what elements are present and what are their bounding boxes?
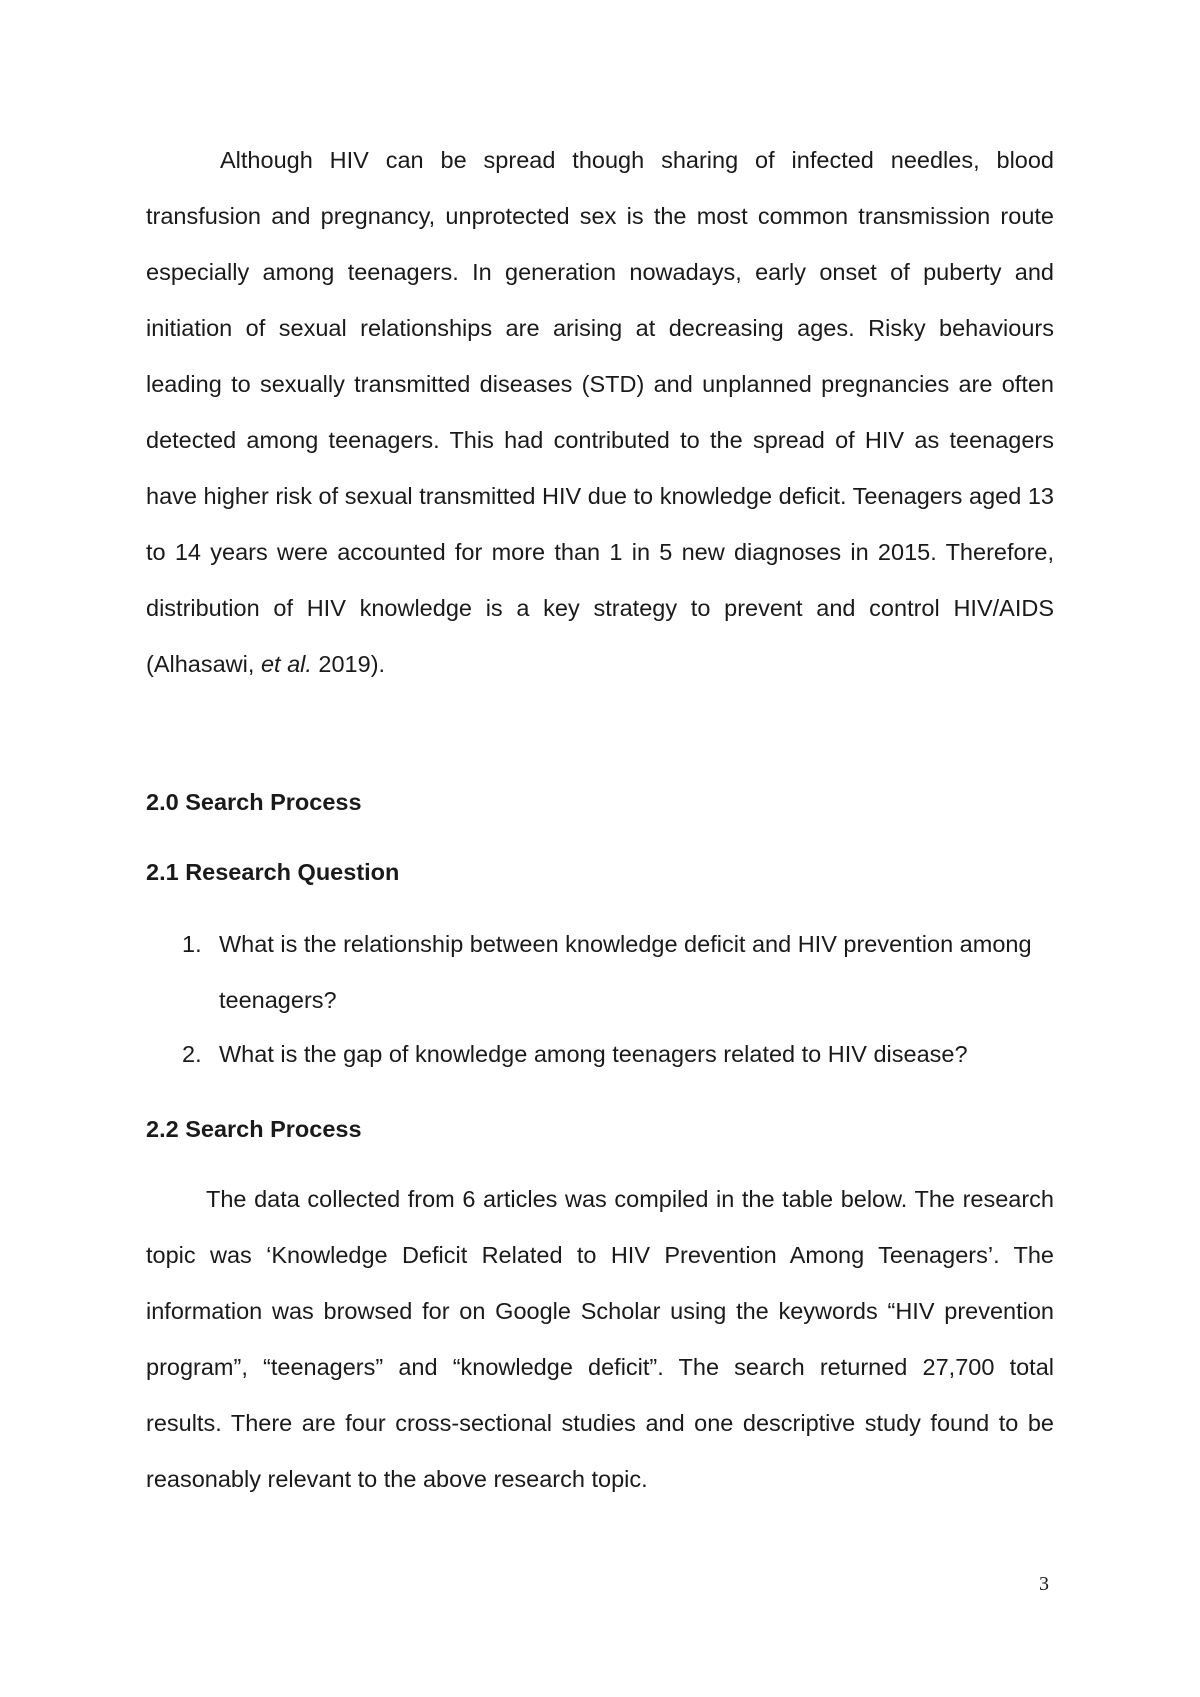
list-item — [146, 916, 1054, 1028]
intro-citation-italic: et al. — [260, 651, 312, 677]
search-process-paragraph: The data collected from 6 articles was compiled in the table below. The research topic was ‘Knowledge Deficit Related to HIV Prevention Among Teenagers’. The information was browsed for on Google Scholar using the keywords “HIV prevention program”, “teenagers” and “knowledge deficit”. The search returned 27,700 total results. There are four cross-sectional studies and one descriptive study found to be reasonably relevant to the above research topic. — [146, 1186, 1054, 1492]
list-item-number: 1. — [182, 931, 202, 957]
list-item-number: 2. — [182, 1041, 202, 1067]
section-heading-research-question: 2.1 Research Question — [146, 859, 400, 885]
intro-text: Although HIV can be spread though sharing of infected needles, blood transfusion and pregnancy, unprotected sex is the most common transmission route especially among teenagers. In generation nowadays, early onset of puberty and initiation of sexual relationships are arising at decreasing ages. Risky behaviours leading to sexually transmitted diseases (STD) and unplanned pregnancies are often detected among teenagers. This had contributed to the spread of HIV as teenagers have higher risk of sexual transmitted HIV due to knowledge deficit. Teenagers aged 13 to 14 years were accounted for more than 1 in 5 new diagnoses in 2015. Therefore, distribution of HIV knowledge is a key strategy to prevent and control HIV/AIDS (Alhasawi, — [146, 147, 1054, 677]
list-item — [146, 1026, 1054, 1082]
page-number: 3 — [1039, 1573, 1049, 1595]
section-heading-search-process-2: 2.2 Search Process — [146, 1116, 362, 1142]
research-question-list — [146, 916, 1054, 1082]
section-heading-search-process: 2.0 Search Process — [146, 789, 362, 815]
list-item-text: What is the gap of knowledge among teenagers related to HIV disease? — [219, 1041, 968, 1067]
list-item-text: What is the relationship between knowledge deficit and HIV prevention among teenagers? — [219, 931, 1032, 1013]
intro-citation-year: 2019). — [311, 651, 386, 677]
intro-paragraph — [146, 132, 1054, 692]
